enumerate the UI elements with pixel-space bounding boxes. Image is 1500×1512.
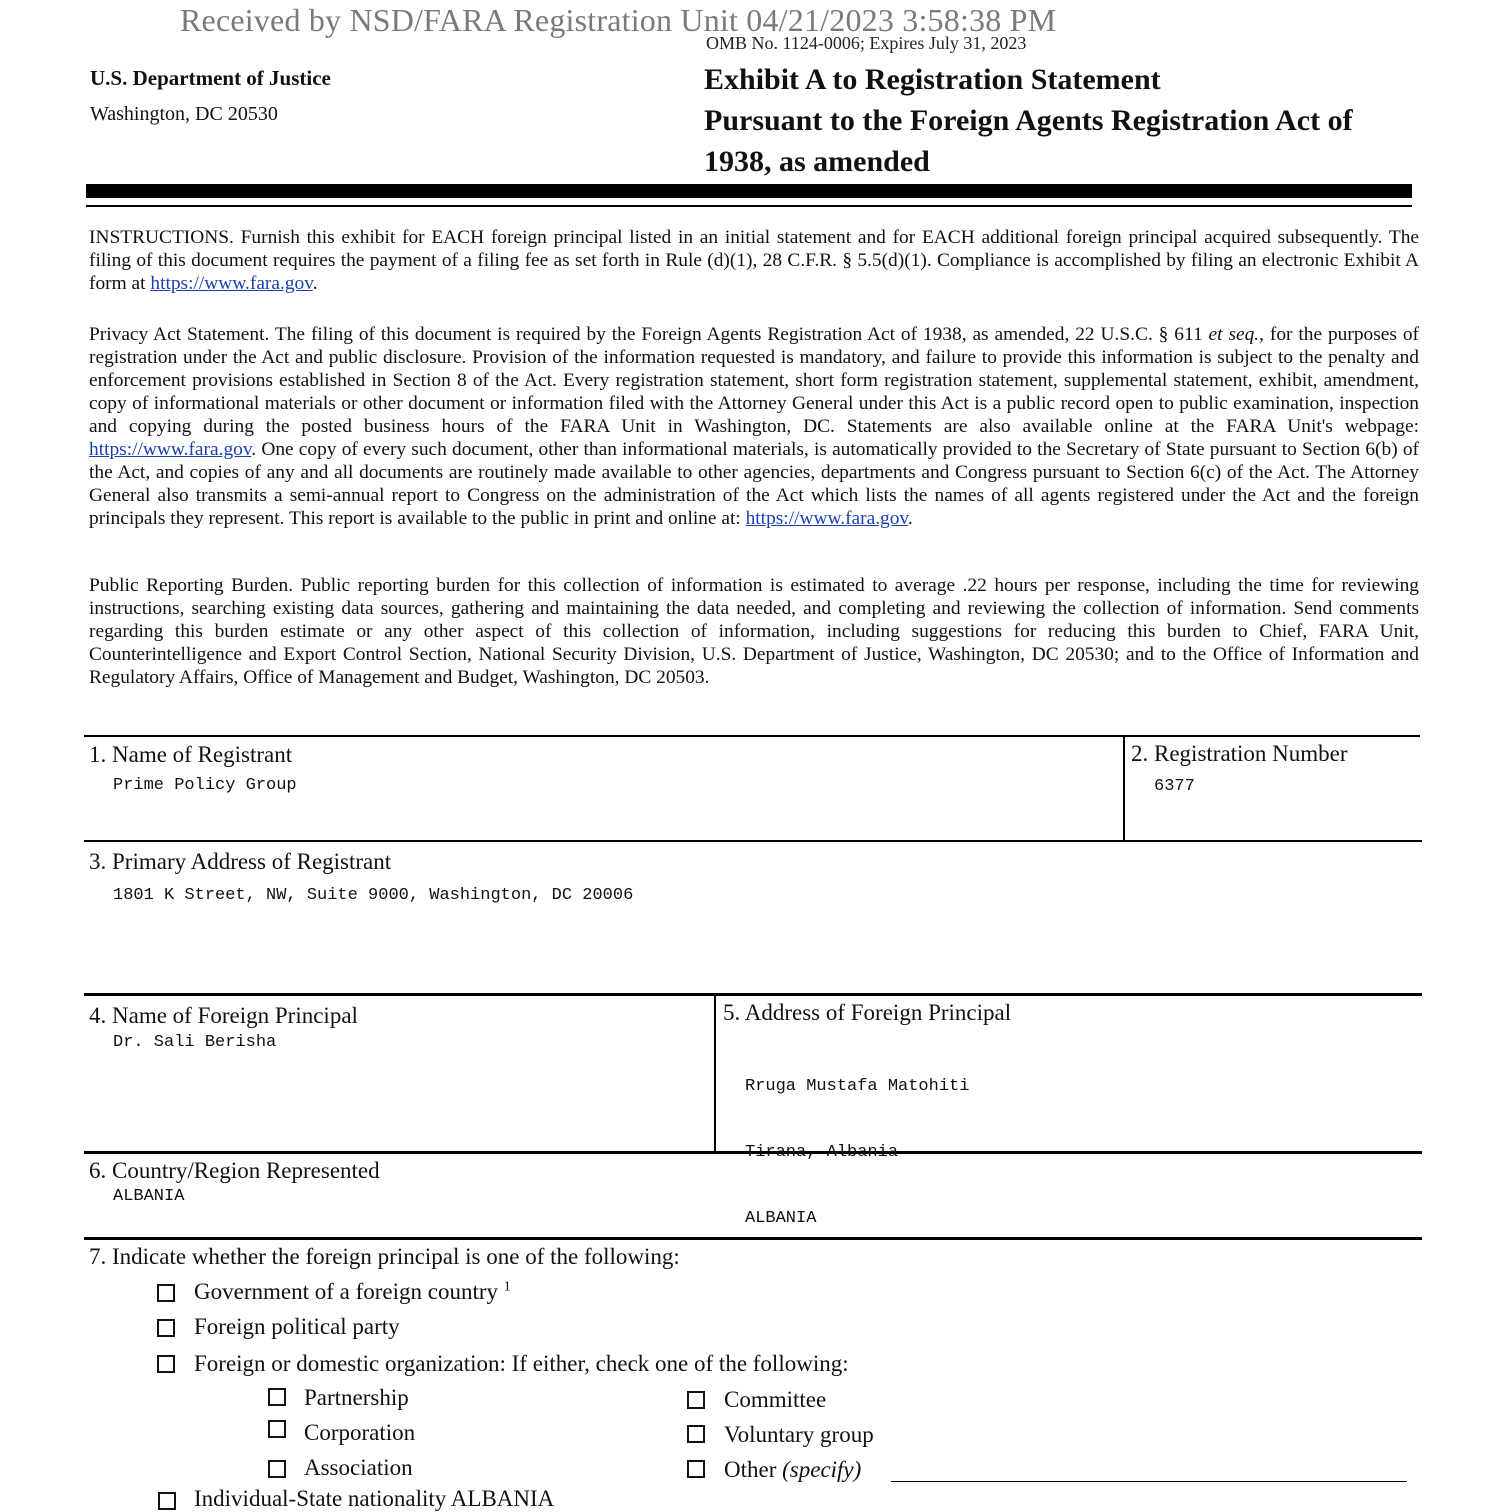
field-3-label: 3. Primary Address of Registrant — [89, 849, 392, 874]
privacy-text: , for the purposes of registration under the Act and public disclosure. Provision of the information requested is mandatory, and failure to provide this information is subject to the penalty and enforcement provisions established in Section 8 of the Act. Every registration statement, short form registration statement, supplemental statement, exhibit, amendment, copy of informational materials or other document or information filed with the Attorney General under this Act is a public record open to public examination, inspection and copying during the posted business hours of the FARA Unit in Washington, DC. Statements are also available online at the FARA Unit's webpage: — [89, 324, 1419, 437]
fara-link[interactable]: https://www.fara.gov — [89, 439, 252, 460]
field-5-label: 5. Address of Foreign Principal — [723, 1000, 1012, 1025]
privacy-text: Privacy Act Statement. The filing of this document is required by the Foreign Agents Registration Act of 1938, as amended, 22 U.S.C. § 611 — [89, 324, 1209, 345]
association-checkbox[interactable] — [268, 1460, 286, 1478]
corporation-option-label: Corporation — [304, 1420, 416, 1445]
form-divider — [1123, 735, 1125, 842]
country-represented-value: ALBANIA — [113, 1187, 185, 1206]
field-2-label: 2. Registration Number — [1131, 741, 1348, 766]
instructions-text: INSTRUCTIONS. Furnish this exhibit for EACH foreign principal listed in an initial statement and for EACH additional foreign principal acquired subsequently. The filing of this document requires the payment of a filing fee as set forth in Rule (d)(1), 28 C.F.R. § 5.5(d)(1). Compliance is accomplished by filing an electronic Exhibit A form at — [89, 227, 1419, 294]
form-rule — [84, 735, 1420, 737]
department-name: U.S. Department of Justice — [90, 66, 331, 90]
other-specify-input[interactable] — [891, 1481, 1407, 1482]
political-party-option-label: Foreign political party — [194, 1314, 400, 1339]
association-option-label: Association — [304, 1455, 413, 1480]
other-checkbox[interactable] — [687, 1460, 705, 1478]
organization-option-label: Foreign or domestic organization: If either, check one of the following: — [194, 1351, 849, 1376]
received-stamp: Received by NSD/FARA Registration Unit 04/21/2023 3:58:38 PM — [180, 2, 1057, 38]
other-option-text: Other — [724, 1457, 783, 1482]
registrant-address-value: 1801 K Street, NW, Suite 9000, Washington, DC 20006 — [113, 886, 634, 905]
voluntary-group-checkbox[interactable] — [687, 1425, 705, 1443]
form-rule — [84, 993, 1422, 996]
address-line: Tirana, Albania — [745, 1143, 899, 1162]
government-option-label — [194, 1279, 511, 1305]
fara-link[interactable]: https://www.fara.gov — [150, 273, 313, 294]
government-checkbox[interactable] — [157, 1284, 175, 1302]
form-rule — [84, 840, 1422, 842]
field-6-label: 6. Country/Region Represented — [89, 1158, 380, 1183]
instructions-paragraph — [89, 226, 1419, 295]
foreign-principal-address-value — [745, 1032, 969, 1252]
committee-checkbox[interactable] — [687, 1391, 705, 1409]
field-4-label: 4. Name of Foreign Principal — [89, 1003, 358, 1028]
address-line: ALBANIA — [745, 1209, 817, 1228]
committee-option-label: Committee — [724, 1387, 827, 1412]
political-party-checkbox[interactable] — [157, 1319, 175, 1337]
organization-checkbox[interactable] — [157, 1355, 175, 1373]
privacy-paragraph — [89, 323, 1419, 530]
department-city: Washington, DC 20530 — [90, 103, 278, 125]
form-title — [704, 59, 1444, 182]
corporation-checkbox[interactable] — [268, 1420, 286, 1438]
header-rule-thick — [86, 184, 1412, 198]
fara-link[interactable]: https://www.fara.gov — [745, 508, 908, 529]
instructions-end: . — [312, 273, 318, 294]
other-specify-text: (specify) — [782, 1457, 862, 1482]
other-option-label — [724, 1457, 861, 1483]
privacy-end: . — [907, 508, 913, 529]
footnote-marker: 1 — [503, 1279, 511, 1295]
form-title-line: Exhibit A to Registration Statement — [704, 63, 1161, 96]
privacy-et-seq: et seq. — [1208, 324, 1260, 345]
form-divider — [714, 995, 716, 1153]
registrant-name-value: Prime Policy Group — [113, 776, 297, 795]
individual-checkbox[interactable] — [158, 1492, 176, 1510]
omb-number: OMB No. 1124-0006; Expires July 31, 2023 — [706, 33, 1027, 53]
header-rule-thin — [86, 205, 1412, 207]
field-7-label: 7. Indicate whether the foreign principal is one of the following: — [89, 1244, 680, 1269]
burden-paragraph: Public Reporting Burden. Public reporting burden for this collection of information is estimated to average .22 hours per response, including the time for reviewing instructions, searching existing data sources, gathering and maintaining the data needed, and completing and reviewing the collection of information. Send comments regarding this burden estimate or any other aspect of this collection of information, including suggestions for reducing this burden to Chief, FARA Unit, Counterintelligence and Export Control Section, National Security Division, U.S. Department of Justice, Washington, DC 20530; and to the Office of Information and Regulatory Affairs, Office of Management and Budget, Washington, DC 20503. — [89, 575, 1419, 688]
privacy-text: . One copy of every such document, other than informational materials, is automatically provided to the Secretary of State pursuant to Section 6(b) of the Act, and copies of any and all documents are routinely made available to other agencies, departments and Congress pursuant to Section 6(c) of the Act. The Attorney General also transmits a semi-annual report to Congress on the administration of the Act which lists the names of all agents registered under the Act and the foreign principals they represent. This report is available to the public in print and online at: — [89, 439, 1419, 529]
partnership-option-label: Partnership — [304, 1385, 409, 1410]
address-line: Rruga Mustafa Matohiti — [745, 1077, 970, 1096]
form-title-line: Pursuant to the Foreign Agents Registration Act of — [704, 104, 1353, 137]
government-option-text: Government of a foreign country — [194, 1279, 499, 1304]
cropped-line-container — [150, 1486, 850, 1511]
field-1-label: 1. Name of Registrant — [89, 742, 293, 767]
registration-number-value: 6377 — [1154, 777, 1195, 796]
voluntary-group-option-label: Voluntary group — [724, 1422, 874, 1447]
foreign-principal-name-value: Dr. Sali Berisha — [113, 1033, 277, 1052]
partnership-checkbox[interactable] — [268, 1388, 286, 1406]
individual-option-label: Individual-State nationality ALBANIA — [194, 1486, 555, 1511]
form-title-line: 1938, as amended — [704, 145, 930, 178]
